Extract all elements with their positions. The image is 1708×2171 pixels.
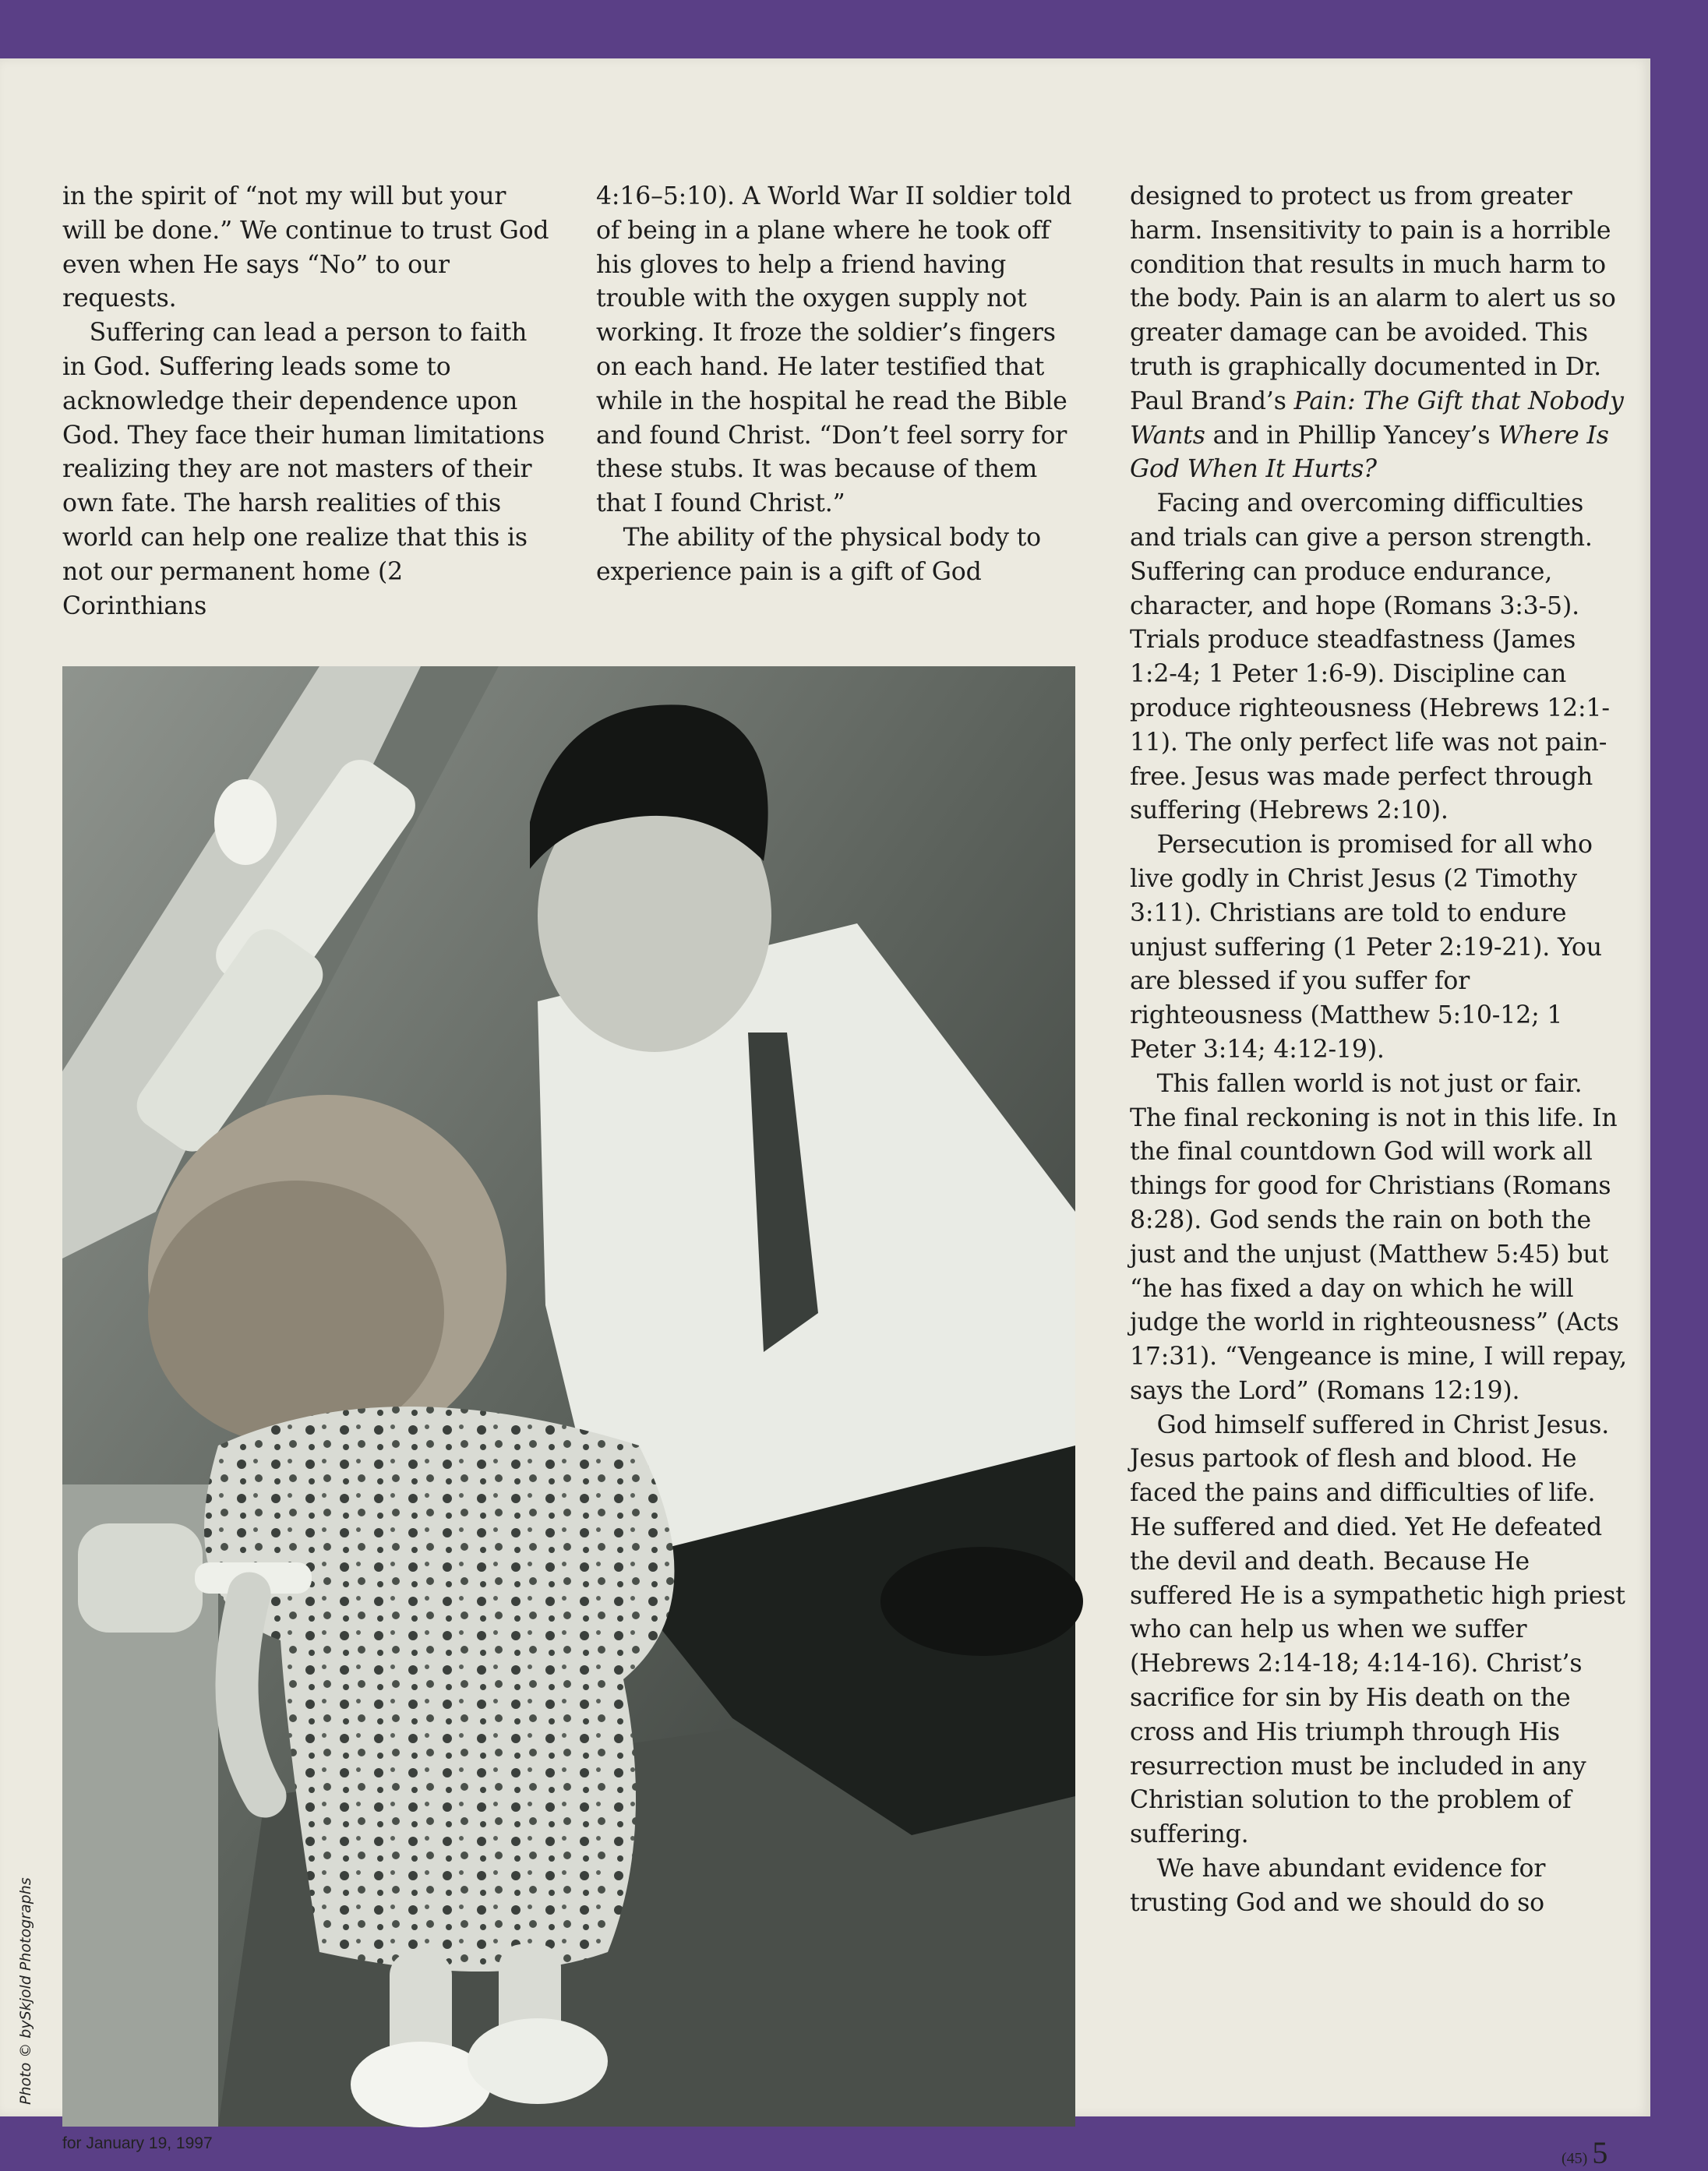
photo-illustration <box>62 666 1075 2127</box>
text-run: designed to protect us from greater harm. Insensitivity to pain is a horrible condition that results in much harm to the body. Pain is an alarm to alert us so greater damage can be avoided. This truth is graphically documented in Dr. Paul Brand’s <box>1130 182 1616 415</box>
paragraph: in the spirit of “not my will but your will be done.” We continue to trust God even when He says “No” to our requests. <box>62 182 549 313</box>
issue-date: for January 19, 1997 <box>62 2134 213 2152</box>
paragraph: This fallen world is not just or fair. The final reckoning is not in this life. In the final countdown God will work all things for good for Christians (Romans 8:28). God sends the rain on both the just and the unjust (Matthew 5:45) but “he has fixed a day on which he will judge the world in righteousness” (Acts 17:31). “Vengeance is mine, I will repay, says the Lord” (Romans 12:19). <box>1130 1069 1627 1405</box>
text-column-2 <box>596 180 1087 590</box>
magazine-page <box>0 58 1650 2170</box>
book-title: Where Is God When It Hurts? <box>1130 421 1609 484</box>
page-number <box>1562 2134 1607 2171</box>
paragraph: God himself suffered in Christ Jesus. Jesus partook of flesh and blood. He faced the pains and difficulties of life. He suffered and died. Yet He defeated the devil and death. Because He suffered He is a sympathetic high priest who can help us when we suffer (Hebrews 2:14-18; 4:14-16). Christ’s sacrifice for sin by His death on the cross and His triumph through His resurrection must be included in any Christian solution to the problem of suffering. <box>1130 1410 1625 1849</box>
paragraph: Persecution is promised for all who live godly in Christ Jesus (2 Timothy 3:11). Christians are told to endure unjust suffering (1 Peter 2:19-21). You are blessed if you suffer for righteousness (Matthew 5:10-12; 1 Peter 3:14; 4:12-19). <box>1130 831 1602 1064</box>
paragraph: The ability of the physical body to experience pain is a gift of God <box>596 523 1041 586</box>
photo-credit: Photo © bySkjold Photographs <box>17 1877 34 2105</box>
text-run: and in Phillip Yancey’s <box>1205 421 1498 450</box>
page-number-value: 5 <box>1592 2135 1608 2170</box>
paragraph: We have abundant evidence for trusting God and we should do so <box>1130 1855 1546 1917</box>
text-column-1 <box>62 180 553 623</box>
page-code: (45) <box>1562 2150 1588 2167</box>
paragraph <box>1130 180 1629 487</box>
paragraph: 4:16–5:10). A World War II soldier told of being in a plane where he took off his gloves to help a friend having trouble with the oxygen supply not working. It froze the soldier’s fingers on each hand. He later testified that while in the hospital he read the Bible and found Christ. “Don’t feel sorry for these stubs. It was because of them that I found Christ.” <box>596 182 1072 518</box>
photograph <box>62 666 1075 2127</box>
paragraph: Facing and overcoming difficulties and trials can give a person strength. Suffering can produce endurance, character, and hope (Romans 3:3-5). Trials produce steadfastness (James 1:2-4; 1 Peter 1:6-9). Discipline can produce righteousness (Hebrews 12:1-11). The only perfect life was not pain-free. Jesus was made perfect through suffering (Hebrews 2:10). <box>1130 489 1610 825</box>
book-title: Pain: The Gift that Nobody Wants <box>1130 387 1624 450</box>
text-column-3 <box>1130 180 1629 1921</box>
paragraph: Suffering can lead a person to faith in God. Suffering leads some to acknowledge their dependence upon God. They face their human limitations realizing they are not masters of their own fate. The harsh realities of this world can help one realize that this is not our permanent home (2 Corinthians <box>62 319 545 620</box>
